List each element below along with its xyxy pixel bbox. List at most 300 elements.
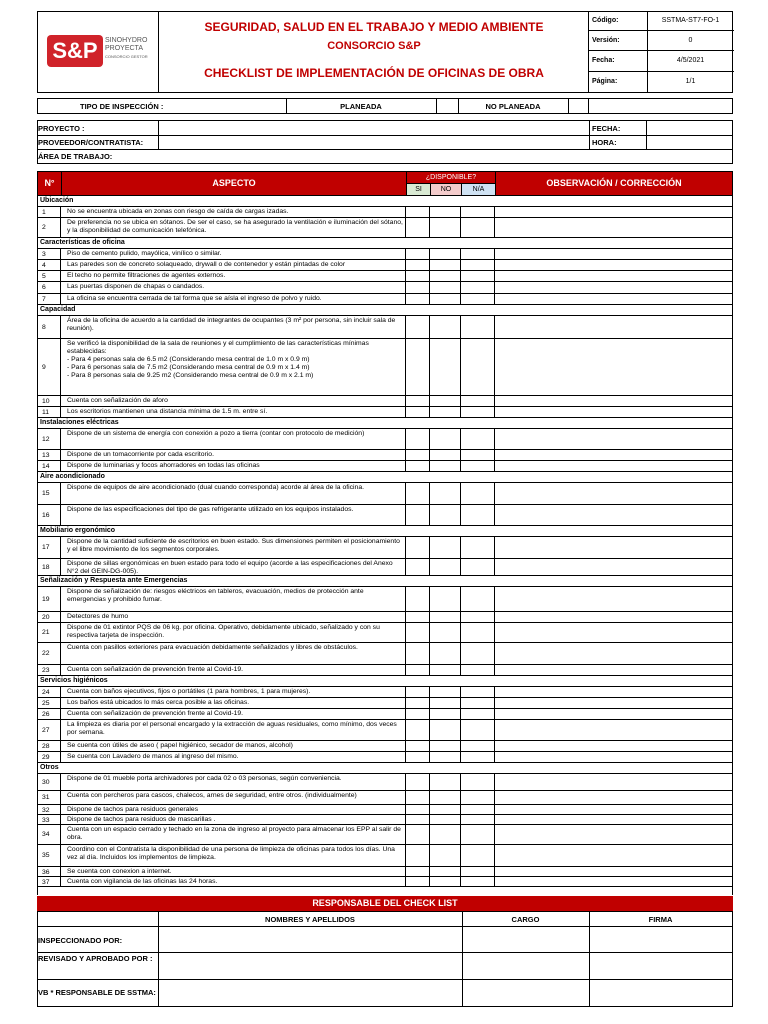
item-number: 35: [37, 845, 61, 866]
title-main: SEGURIDAD, SALUD EN EL TRABAJO Y MEDIO AMBIENTE: [204, 20, 544, 34]
no-checkbox[interactable]: [430, 791, 461, 804]
na-checkbox[interactable]: [461, 720, 495, 740]
meta-pagina-label: Página:: [592, 78, 618, 85]
table-row: [37, 559, 733, 576]
item-number: 32: [37, 805, 61, 814]
item-number: 33: [37, 815, 61, 824]
na-checkbox[interactable]: [461, 877, 495, 886]
section-title: Mobiliario ergonómico: [37, 526, 733, 537]
table-row: [37, 294, 733, 305]
si-checkbox[interactable]: [406, 720, 430, 740]
observacion-input[interactable]: [495, 791, 731, 804]
item-aspecto: Se cuenta con Lavadero de manos al ingreso del mismo.: [61, 752, 406, 762]
na-checkbox[interactable]: [461, 665, 495, 675]
item-aspecto: La limpieza es diaria por el personal encargado y la extracción de aguas residuales, como mínimo, dos veces por semana.: [61, 720, 406, 740]
si-checkbox[interactable]: [406, 752, 430, 762]
table-header: [37, 171, 733, 196]
observacion-input[interactable]: [495, 709, 731, 719]
observacion-input[interactable]: [495, 207, 731, 217]
proveedor-input[interactable]: [159, 135, 589, 149]
footer-inspeccionado-nombre[interactable]: [159, 927, 461, 952]
no-checkbox[interactable]: [430, 483, 461, 504]
no-checkbox[interactable]: [430, 774, 461, 790]
table-row: [37, 260, 733, 271]
na-checkbox[interactable]: [461, 282, 495, 293]
item-aspecto: Dispone de sillas ergonómicas en buen estado para todo el equipo (acorde a las especificaciones del Anexo N°2 del GEIN-DG-005).: [61, 559, 406, 575]
no-checkbox[interactable]: [430, 612, 461, 622]
item-aspecto: Se cuenta con útiles de aseo ( papel higiénico, secador de manos, alcohol): [61, 741, 406, 751]
meta-version-label: Versión:: [592, 37, 620, 44]
observacion-input[interactable]: [495, 316, 731, 338]
item-aspecto: Detectores de humo: [61, 612, 406, 622]
observacion-input[interactable]: [495, 271, 731, 281]
item-number: 36: [37, 867, 61, 876]
observacion-input[interactable]: [495, 720, 731, 740]
item-number: 17: [37, 537, 61, 558]
no-checkbox[interactable]: [430, 623, 461, 642]
table-row: [37, 612, 733, 623]
no-checkbox[interactable]: [430, 461, 461, 471]
section-title: Capacidad: [37, 305, 733, 316]
table-row: [37, 720, 733, 741]
header-no: NO: [431, 184, 462, 195]
si-checkbox[interactable]: [406, 207, 430, 217]
no-checkbox[interactable]: [430, 805, 461, 814]
na-checkbox[interactable]: [461, 407, 495, 417]
table-row: [37, 665, 733, 676]
footer-col-cargo: CARGO: [511, 915, 540, 924]
item-number: 11: [37, 407, 61, 417]
observacion-input[interactable]: [495, 805, 731, 814]
observacion-input[interactable]: [495, 282, 731, 293]
no-checkbox[interactable]: [430, 218, 461, 237]
fecha-input[interactable]: [647, 121, 732, 135]
section-title: Instalaciones eléctricas: [37, 418, 733, 429]
hora-label: HORA:: [592, 138, 617, 147]
title-consortium: CONSORCIO S&P: [327, 40, 421, 52]
na-checkbox[interactable]: [461, 741, 495, 751]
no-checkbox[interactable]: [430, 825, 461, 844]
no-checkbox[interactable]: [430, 271, 461, 281]
si-checkbox[interactable]: [406, 450, 430, 460]
observacion-input[interactable]: [495, 665, 731, 675]
no-checkbox[interactable]: [430, 877, 461, 886]
observacion-input[interactable]: [495, 429, 731, 449]
table-row: [37, 643, 733, 665]
si-checkbox[interactable]: [406, 825, 430, 844]
table-row: [37, 282, 733, 294]
header-disponible: ¿DISPONIBLE?: [407, 172, 496, 184]
si-checkbox[interactable]: [406, 339, 430, 395]
proyecto-label: PROYECTO :: [38, 124, 85, 133]
item-aspecto: Dispone de equipos de aire acondicionado (dual cuando corresponda) acorde al área de la oficina.: [61, 483, 406, 504]
no-checkbox[interactable]: [430, 505, 461, 525]
si-checkbox[interactable]: [406, 805, 430, 814]
si-checkbox[interactable]: [406, 867, 430, 876]
no-checkbox[interactable]: [430, 643, 461, 664]
no-checkbox[interactable]: [430, 665, 461, 675]
item-number: 6: [37, 282, 61, 293]
na-checkbox[interactable]: [461, 791, 495, 804]
na-checkbox[interactable]: [461, 339, 495, 395]
table-row: [37, 815, 733, 825]
checklist-frame: [37, 196, 733, 895]
footer-col-nombres: NOMBRES Y APELLIDOS: [265, 915, 355, 924]
observacion-input[interactable]: [495, 815, 731, 824]
si-checkbox[interactable]: [406, 741, 430, 751]
item-number: 9: [37, 339, 61, 395]
section-title: Señalización y Respuesta ante Emergencias: [37, 576, 733, 587]
na-checkbox[interactable]: [461, 815, 495, 824]
observacion-input[interactable]: [495, 461, 731, 471]
na-checkbox[interactable]: [461, 623, 495, 642]
no-checkbox[interactable]: [430, 207, 461, 217]
item-aspecto: Cuenta con señalización de aforo: [61, 396, 406, 406]
item-number: 4: [37, 260, 61, 270]
logo-sub1: SINOHYDRO: [105, 37, 148, 44]
si-checkbox[interactable]: [406, 429, 430, 449]
si-checkbox[interactable]: [406, 316, 430, 338]
item-aspecto: Cuenta con vigilancia de las oficinas las 24 horas.: [61, 877, 406, 886]
item-number: 24: [37, 687, 61, 697]
si-checkbox[interactable]: [406, 587, 430, 611]
na-checkbox[interactable]: [461, 249, 495, 259]
meta-block: [588, 11, 733, 93]
item-number: 16: [37, 505, 61, 525]
section-title: Servicios higiénicos: [37, 676, 733, 687]
na-checkbox[interactable]: [461, 483, 495, 504]
tipo-inspeccion-label: TIPO DE INSPECCIÓN :: [80, 102, 164, 111]
table-row: [37, 698, 733, 709]
no-checkbox[interactable]: [430, 282, 461, 293]
item-number: 3: [37, 249, 61, 259]
na-checkbox[interactable]: [461, 687, 495, 697]
no-checkbox[interactable]: [430, 741, 461, 751]
na-checkbox[interactable]: [461, 698, 495, 708]
si-checkbox[interactable]: [406, 396, 430, 406]
table-row: [37, 461, 733, 472]
item-aspecto: Dispone de 01 mueble porta archivadores por cada 02 o 03 personas, según conveniencia.: [61, 774, 406, 790]
table-row: [37, 429, 733, 450]
item-aspecto: Las paredes son de concreto solaqueado, drywall o de contenedor y están pintadas de color: [61, 260, 406, 270]
meta-codigo-label: Código:: [592, 17, 619, 24]
observacion-input[interactable]: [495, 260, 731, 270]
item-number: 13: [37, 450, 61, 460]
item-aspecto: Dispone de las especificaciones del tipo de gas refrigerante utilizado en los equipos instalados.: [61, 505, 406, 525]
header-observacion: OBSERVACIÓN / CORRECCIÓN: [496, 172, 732, 195]
item-number: 14: [37, 461, 61, 471]
footer-inspeccionado-label: INSPECCIONADO POR:: [38, 936, 123, 945]
table-row: [37, 752, 733, 763]
observacion-input[interactable]: [495, 249, 731, 259]
na-checkbox[interactable]: [461, 396, 495, 406]
na-checkbox[interactable]: [461, 587, 495, 611]
observacion-input[interactable]: [495, 698, 731, 708]
fecha-label: FECHA:: [592, 124, 621, 133]
meta-fecha-value: 4/5/2021: [676, 57, 705, 64]
item-aspecto: Piso de cemento pulido, mayólica, vinílico o similar.: [61, 249, 406, 259]
table-row: [37, 339, 733, 396]
table-row: [37, 805, 733, 815]
footer-vb-label: VB * RESPONSABLE DE SSTMA:: [38, 988, 156, 997]
no-checkbox[interactable]: [430, 687, 461, 697]
na-checkbox[interactable]: [461, 294, 495, 304]
na-checkbox[interactable]: [461, 845, 495, 866]
table-row: [37, 316, 733, 339]
si-checkbox[interactable]: [406, 791, 430, 804]
si-checkbox[interactable]: [406, 483, 430, 504]
item-number: 19: [37, 587, 61, 611]
item-aspecto: Coordino con el Contratista la disponibilidad de una persona de limpieza de oficinas para todos los días. Una vez al día. Incluidos los implementos de limpieza.: [61, 845, 406, 866]
meta-codigo-value: SSTMA-ST7-FO-1: [661, 17, 720, 24]
observacion-input[interactable]: [495, 294, 731, 304]
table-row: [37, 877, 733, 887]
si-checkbox[interactable]: [406, 815, 430, 824]
table-row: [37, 867, 733, 877]
planeada-label: PLANEADA: [340, 102, 382, 111]
logo: S&P: [47, 35, 103, 67]
observacion-input[interactable]: [495, 741, 731, 751]
si-checkbox[interactable]: [406, 643, 430, 664]
table-row: [37, 271, 733, 282]
observacion-input[interactable]: [495, 612, 731, 622]
inspection-row: [37, 98, 733, 114]
no-planeada-checkbox[interactable]: [568, 99, 588, 113]
table-row: [37, 537, 733, 559]
item-number: 23: [37, 665, 61, 675]
no-checkbox[interactable]: [430, 720, 461, 740]
footer-col-firma: FIRMA: [648, 915, 673, 924]
meta-pagina-value: 1/1: [685, 78, 696, 85]
no-checkbox[interactable]: [430, 260, 461, 270]
observacion-input[interactable]: [495, 483, 731, 504]
item-number: 22: [37, 643, 61, 664]
item-number: 25: [37, 698, 61, 708]
na-checkbox[interactable]: [461, 505, 495, 525]
table-row: [37, 483, 733, 505]
no-checkbox[interactable]: [430, 867, 461, 876]
logo-sub3: CONSORCIO GESTOR: [105, 54, 148, 59]
item-number: 37: [37, 877, 61, 886]
na-checkbox[interactable]: [461, 774, 495, 790]
area-label: ÁREA DE TRABAJO:: [38, 152, 113, 161]
section-title: Otros: [37, 763, 733, 774]
observacion-input[interactable]: [495, 505, 731, 525]
table-row: [37, 207, 733, 218]
si-checkbox[interactable]: [406, 271, 430, 281]
planeada-checkbox[interactable]: [436, 99, 458, 113]
observacion-input[interactable]: [495, 643, 731, 664]
header-si: SI: [407, 184, 431, 195]
no-checkbox[interactable]: [430, 709, 461, 719]
observacion-input[interactable]: [495, 587, 731, 611]
item-number: 18: [37, 559, 61, 575]
table-row: [37, 249, 733, 260]
na-checkbox[interactable]: [461, 450, 495, 460]
na-checkbox[interactable]: [461, 709, 495, 719]
na-checkbox[interactable]: [461, 825, 495, 844]
hora-input[interactable]: [647, 135, 732, 149]
table-row: [37, 709, 733, 720]
no-checkbox[interactable]: [430, 294, 461, 304]
item-aspecto: Las puertas disponen de chapas o candados.: [61, 282, 406, 293]
observacion-input[interactable]: [495, 537, 731, 558]
section-title: Ubicación: [37, 196, 733, 207]
table-row: [37, 407, 733, 418]
item-aspecto: La oficina se encuentra cerrada de tal forma que se aísla el ingreso de polvo y ruido.: [61, 294, 406, 304]
si-checkbox[interactable]: [406, 461, 430, 471]
observacion-input[interactable]: [495, 877, 731, 886]
logo-box: [37, 11, 159, 93]
table-row: [37, 687, 733, 698]
si-checkbox[interactable]: [406, 623, 430, 642]
si-checkbox[interactable]: [406, 709, 430, 719]
observacion-input[interactable]: [495, 396, 731, 406]
na-checkbox[interactable]: [461, 867, 495, 876]
item-number: 1: [37, 207, 61, 217]
na-checkbox[interactable]: [461, 612, 495, 622]
observacion-input[interactable]: [495, 559, 731, 575]
na-checkbox[interactable]: [461, 559, 495, 575]
item-number: 7: [37, 294, 61, 304]
na-checkbox[interactable]: [461, 218, 495, 237]
no-planeada-label: NO PLANEADA: [485, 102, 541, 111]
table-row: [37, 845, 733, 867]
table-row: [37, 623, 733, 643]
item-aspecto: El techo no permite filtraciones de agentes externos.: [61, 271, 406, 281]
item-aspecto: Dispone de señalización de: riesgos eléctricos en tableros, evacuación, medios de protección ante emergencias y prohibido fumar.: [61, 587, 406, 611]
no-checkbox[interactable]: [430, 450, 461, 460]
si-checkbox[interactable]: [406, 665, 430, 675]
no-checkbox[interactable]: [430, 407, 461, 417]
no-checkbox[interactable]: [430, 845, 461, 866]
item-aspecto: Dispone de tachos para residuos de mascarillas .: [61, 815, 406, 824]
footer-revisado-nombre[interactable]: [159, 953, 461, 979]
item-number: 34: [37, 825, 61, 844]
na-checkbox[interactable]: [461, 316, 495, 338]
na-checkbox[interactable]: [461, 260, 495, 270]
na-checkbox[interactable]: [461, 461, 495, 471]
si-checkbox[interactable]: [406, 218, 430, 237]
section-title: Características de oficina: [37, 238, 733, 249]
si-checkbox[interactable]: [406, 687, 430, 697]
na-checkbox[interactable]: [461, 271, 495, 281]
no-checkbox[interactable]: [430, 752, 461, 762]
observacion-input[interactable]: [495, 867, 731, 876]
si-checkbox[interactable]: [406, 407, 430, 417]
item-aspecto: Se cuenta con conexion a internet.: [61, 867, 406, 876]
no-checkbox[interactable]: [430, 587, 461, 611]
item-aspecto: Cuenta con señalización de prevención frente al Covid-19.: [61, 665, 406, 675]
na-checkbox[interactable]: [461, 207, 495, 217]
observacion-input[interactable]: [495, 339, 731, 395]
no-checkbox[interactable]: [430, 815, 461, 824]
item-number: 31: [37, 791, 61, 804]
si-checkbox[interactable]: [406, 877, 430, 886]
no-checkbox[interactable]: [430, 396, 461, 406]
section-title: Aire acondicionado: [37, 472, 733, 483]
item-number: 26: [37, 709, 61, 719]
title-checklist: CHECKLIST DE IMPLEMENTACIÓN DE OFICINAS DE OBRA: [204, 66, 544, 80]
observacion-input[interactable]: [495, 687, 731, 697]
item-aspecto: Cuenta con pasillos exteriores para evacuación debidamente señalizados y libres de obstáculos.: [61, 643, 406, 664]
proyecto-input[interactable]: [159, 121, 589, 135]
no-checkbox[interactable]: [430, 316, 461, 338]
si-checkbox[interactable]: [406, 612, 430, 622]
item-number: 20: [37, 612, 61, 622]
na-checkbox[interactable]: [461, 537, 495, 558]
item-number: 10: [37, 396, 61, 406]
area-input[interactable]: [159, 149, 732, 163]
si-checkbox[interactable]: [406, 249, 430, 259]
meta-fecha-label: Fecha:: [592, 57, 615, 64]
observacion-input[interactable]: [495, 623, 731, 642]
no-checkbox[interactable]: [430, 559, 461, 575]
table-row: [37, 825, 733, 845]
na-checkbox[interactable]: [461, 429, 495, 449]
item-number: 21: [37, 623, 61, 642]
observacion-input[interactable]: [495, 845, 731, 866]
item-number: 28: [37, 741, 61, 751]
item-aspecto: Dispone de un tomacorriente por cada escritorio.: [61, 450, 406, 460]
footer-revisado-label: REVISADO Y APROBADO POR :: [38, 954, 153, 963]
no-checkbox[interactable]: [430, 429, 461, 449]
table-row: [37, 741, 733, 752]
si-checkbox[interactable]: [406, 537, 430, 558]
item-aspecto: Los escritorios mantienen una distancia mínima de 1.5 m. entre sí.: [61, 407, 406, 417]
item-number: 5: [37, 271, 61, 281]
table-row: [37, 774, 733, 791]
si-checkbox[interactable]: [406, 505, 430, 525]
si-checkbox[interactable]: [406, 698, 430, 708]
header-aspecto: ASPECTO: [62, 172, 407, 195]
si-checkbox[interactable]: [406, 294, 430, 304]
item-number: 27: [37, 720, 61, 740]
na-checkbox[interactable]: [461, 752, 495, 762]
logo-subtext: [105, 37, 148, 61]
item-number: 30: [37, 774, 61, 790]
header-num: N°: [38, 172, 62, 195]
no-checkbox[interactable]: [430, 698, 461, 708]
no-checkbox[interactable]: [430, 537, 461, 558]
si-checkbox[interactable]: [406, 559, 430, 575]
header-na: N/A: [462, 184, 496, 195]
observacion-input[interactable]: [495, 218, 731, 237]
item-aspecto: Dispone de tachos para residuos generales: [61, 805, 406, 814]
item-aspecto: Dispone de la cantidad suficiente de escritorios en buen estado. Sus dimensiones permiten el posicionamiento y el libre movimiento de los segmentos corporales.: [61, 537, 406, 558]
item-aspecto: Los baños está ubicados lo más cerca posible a las oficinas.: [61, 698, 406, 708]
item-aspecto: No se encuentra ubicada en zonas con riesgo de caída de cargas izadas.: [61, 207, 406, 217]
observacion-input[interactable]: [495, 774, 731, 790]
footer-vb-nombre[interactable]: [159, 980, 461, 1006]
table-row: [37, 791, 733, 805]
si-checkbox[interactable]: [406, 282, 430, 293]
item-number: 8: [37, 316, 61, 338]
observacion-input[interactable]: [495, 752, 731, 762]
item-number: 15: [37, 483, 61, 504]
si-checkbox[interactable]: [406, 260, 430, 270]
na-checkbox[interactable]: [461, 805, 495, 814]
na-checkbox[interactable]: [461, 643, 495, 664]
no-checkbox[interactable]: [430, 339, 461, 395]
si-checkbox[interactable]: [406, 845, 430, 866]
observacion-input[interactable]: [495, 825, 731, 844]
no-checkbox[interactable]: [430, 249, 461, 259]
si-checkbox[interactable]: [406, 774, 430, 790]
observacion-input[interactable]: [495, 450, 731, 460]
observacion-input[interactable]: [495, 407, 731, 417]
item-aspecto: Dispone de 01 extintor PQS de 06 kg. por oficina. Operativo, debidamente ubicado, señalizado y con su respectiva tarjeta de inspección.: [61, 623, 406, 642]
